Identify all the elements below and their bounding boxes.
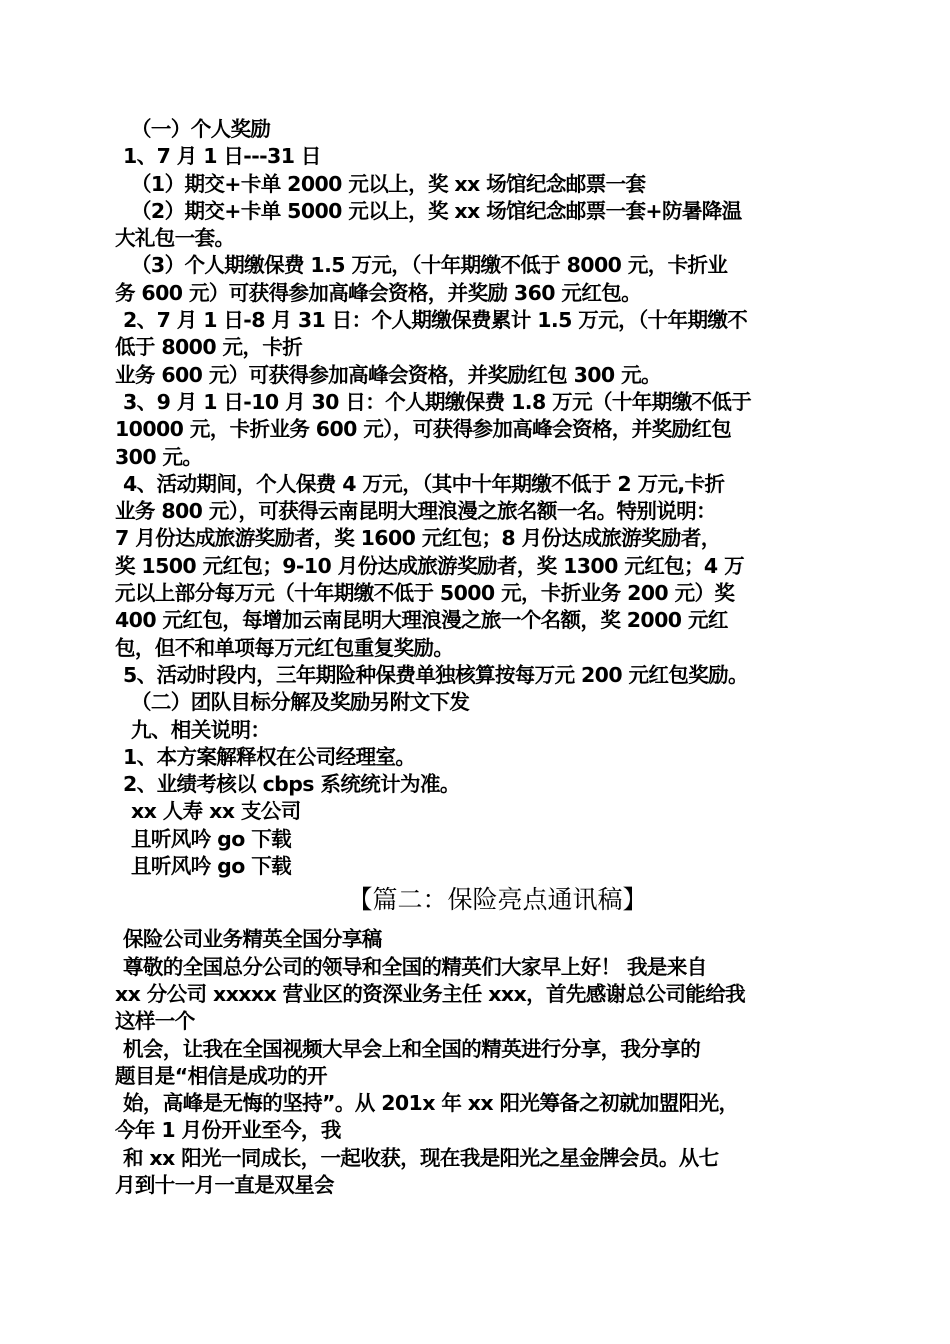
text-line: 10000 元，卡折业务 600 元），可获得参加高峰会资格，并奖励红包: [115, 417, 732, 442]
text-line: 4、活动期间，个人保费 4 万元，（其中十年期缴不低于 2 万元,卡折: [123, 471, 725, 496]
text-line: 低于 8000 元，卡折: [115, 335, 303, 360]
text-line: 奖 1500 元红包；9-10 月份达成旅游奖励者，奖 1300 元红包；4 万: [115, 553, 744, 578]
text-line: （1）期交+卡单 2000 元以上，奖 xx 场馆纪念邮票一套: [131, 171, 646, 196]
text-line: 务 600 元）可获得参加高峰会资格，并奖励 360 元红包。: [115, 280, 642, 305]
text-line: 且听风吟 go 下载: [131, 854, 292, 879]
text-line: 且听风吟 go 下载: [131, 826, 292, 851]
text-line: 5、活动时段内，三年期险种保费单独核算按每万元 200 元红包奖励。: [123, 662, 748, 687]
text-line: xx 分公司 xxxxx 营业区的资深业务主任 xxx，首先感谢总公司能给我: [115, 981, 745, 1006]
text-line: 元以上部分每万元（十年期缴不低于 5000 元，卡折业务 200 元）奖: [115, 581, 735, 606]
text-line: 始，高峰是无悔的坚持”。从 201x 年 xx 阳光筹备之初就加盟阳光，: [123, 1091, 739, 1116]
text-line: 月到十一月一直是双星会: [115, 1172, 334, 1197]
text-line: 300 元。: [115, 444, 203, 469]
text-line: 1、7 月 1 日---31 日: [123, 144, 321, 169]
text-line: 业务 600 元）可获得参加高峰会资格，并奖励红包 300 元。: [115, 362, 661, 387]
section-heading: 【篇二：保险亮点通讯稿】: [347, 885, 648, 915]
text-line: 尊敬的全国总分公司的领导和全国的精英们大家早上好！ 我是来自: [123, 954, 707, 979]
text-line: （3）个人期缴保费 1.5 万元，（十年期缴不低于 8000 元，卡折业: [131, 253, 728, 278]
text-line: 今年 1 月份开业至今，我: [115, 1118, 341, 1143]
text-line: 机会，让我在全国视频大早会上和全国的精英进行分享，我分享的: [123, 1036, 701, 1061]
text-line: （二）团队目标分解及奖励另附文下发: [131, 690, 470, 715]
text-line: 这样一个: [115, 1009, 195, 1034]
text-line: 业务 800 元），可获得云南昆明大理浪漫之旅名额一名。特别说明：: [115, 499, 717, 524]
text-line: 3、9 月 1 日-10 月 30 日：个人期缴保费 1.8 万元（十年期缴不低于: [123, 389, 752, 414]
text-line: 包，但不和单项每万元红包重复奖励。: [115, 635, 454, 660]
text-line: 2、业绩考核以 cbps 系统统计为准。: [123, 772, 460, 797]
text-line: （一）个人奖励: [131, 117, 271, 141]
text-line: xx 人寿 xx 支公司: [131, 799, 301, 824]
text-line: 保险公司业务精英全国分享稿: [123, 927, 382, 952]
text-line: 九、相关说明：: [131, 717, 271, 742]
text-line: 1、本方案解释权在公司经理室。: [123, 744, 416, 769]
text-line: 7 月份达成旅游奖励者，奖 1600 元红包；8 月份达成旅游奖励者，: [115, 526, 721, 551]
text-line: 大礼包一套。: [115, 226, 235, 251]
text-line: 和 xx 阳光一同成长，一起收获，现在我是阳光之星金牌会员。从七: [123, 1145, 719, 1170]
document-body: [115, 116, 850, 1199]
text-line: （2）期交+卡单 5000 元以上，奖 xx 场馆纪念邮票一套+防暑降温: [131, 198, 742, 223]
text-line: 题目是“相信是成功的开: [115, 1063, 327, 1088]
text-line: 400 元红包，每增加云南昆明大理浪漫之旅一个名额，奖 2000 元红: [115, 608, 728, 633]
text-line: 2、7 月 1 日-8 月 31 日：个人期缴保费累计 1.5 万元，（十年期缴不: [123, 308, 748, 333]
